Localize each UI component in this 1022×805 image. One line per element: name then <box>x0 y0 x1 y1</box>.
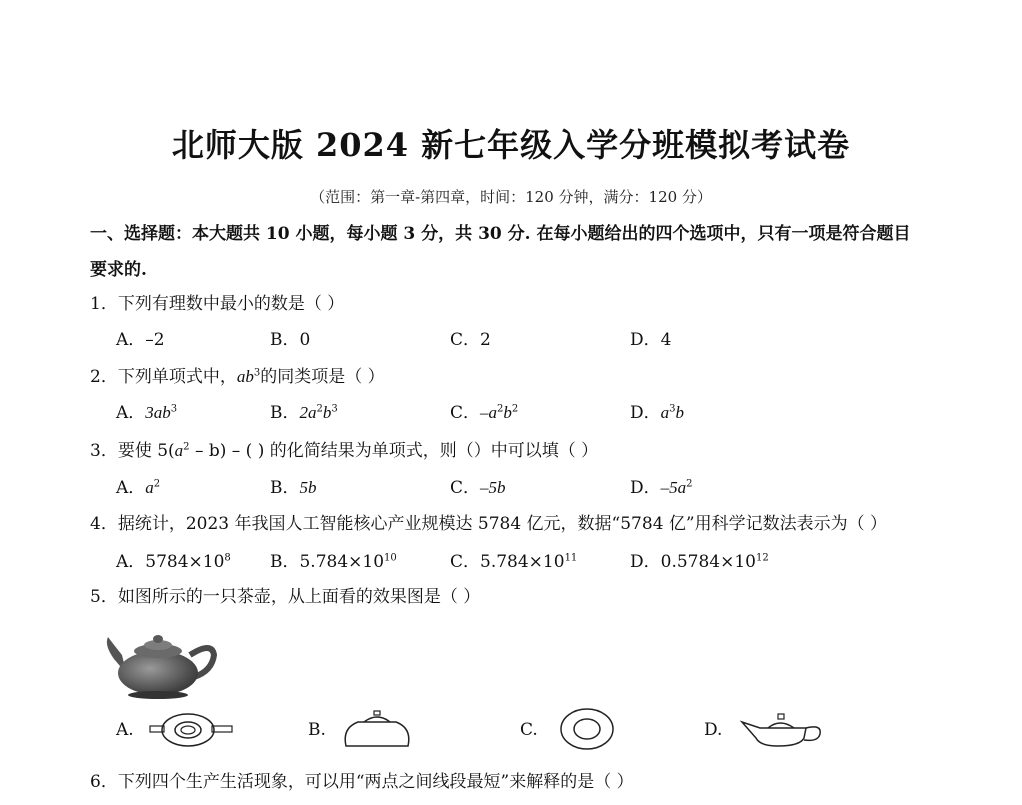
q3-option-b: B．5b <box>270 478 317 498</box>
q2-term: ab <box>236 367 254 386</box>
q2-stem-pre: 2．下列单项式中， <box>90 367 237 387</box>
q4-option-c: C．$5.784\times 10^{11}$ <box>450 552 578 572</box>
q3-option-a: A．$a^2$ <box>116 478 161 498</box>
q5-option-c-figure <box>556 706 618 752</box>
q1-option-d: D．4 <box>630 330 672 350</box>
q5-option-a-figure <box>148 710 238 750</box>
section-line-1: 一、选择题：本大题共 10 小题，每小题 3 分，共 30 分. 在每小题给出的四个选项中，只有一项是符合题目 <box>90 224 911 244</box>
teapot-image <box>100 615 225 700</box>
question-3-stem: 3．要使 $5(a^2 - b)$ – ( ) 的化简结果为单项式，则（）中可以填（ ） <box>90 441 599 461</box>
question-2-stem <box>90 362 385 387</box>
q4-option-b: B．$5.784\times 10^{10}$ <box>270 552 397 572</box>
q5-option-a-label: A. <box>116 720 134 740</box>
question-1-stem: 1．下列有理数中最小的数是（ ） <box>90 294 345 314</box>
q5-option-b-label: B. <box>308 720 326 740</box>
q1-option-c: C．2 <box>450 330 491 350</box>
q2-option-a: A．$3ab^3$ <box>116 403 178 423</box>
q4-option-d: D．$0.5784\times 10^{12}$ <box>630 552 769 572</box>
question-5-stem: 5．如图所示的一只茶壶，从上面看的效果图是（ ） <box>90 587 481 607</box>
q1-option-a: A．–2 <box>116 330 165 350</box>
question-4-stem: 4．据统计，2023 年我国人工智能核心产业规模达 5784 亿元，数据“5784 亿”用科学记数法表示为（ ） <box>90 514 888 534</box>
q2-option-c: C．$-a^2b^2$ <box>450 403 519 423</box>
q5-option-c-label: C. <box>520 720 538 740</box>
q2-option-d: D．$a^3b$ <box>630 403 685 423</box>
exam-subtitle: （范围：第一章-第四章，时间：120 分钟，满分：120 分） <box>310 188 712 206</box>
q5-option-d-label: D. <box>704 720 723 740</box>
exam-title: 北师大版 2024 新七年级入学分班模拟考试卷 <box>171 126 851 164</box>
section-line-2: 要求的. <box>90 260 147 280</box>
q3-option-c: C．–5b <box>450 478 506 498</box>
q5-option-b-figure <box>340 708 415 750</box>
q2-term-exp: 3 <box>253 367 261 379</box>
q1-option-b: B．0 <box>270 330 311 350</box>
section-heading <box>90 216 950 288</box>
question-6-stem: 6．下列四个生产生活现象，可以用“两点之间线段最短”来解释的是（ ） <box>90 772 634 792</box>
q2-option-b: B．$2a^2b^3$ <box>270 403 338 423</box>
q4-option-a: A．$5784\times 10^8$ <box>116 552 231 572</box>
q5-option-d-figure <box>738 708 828 750</box>
q3-option-d: D．$-5a^2$ <box>630 478 693 498</box>
q2-stem-post: 的同类项是（ ） <box>260 367 385 387</box>
